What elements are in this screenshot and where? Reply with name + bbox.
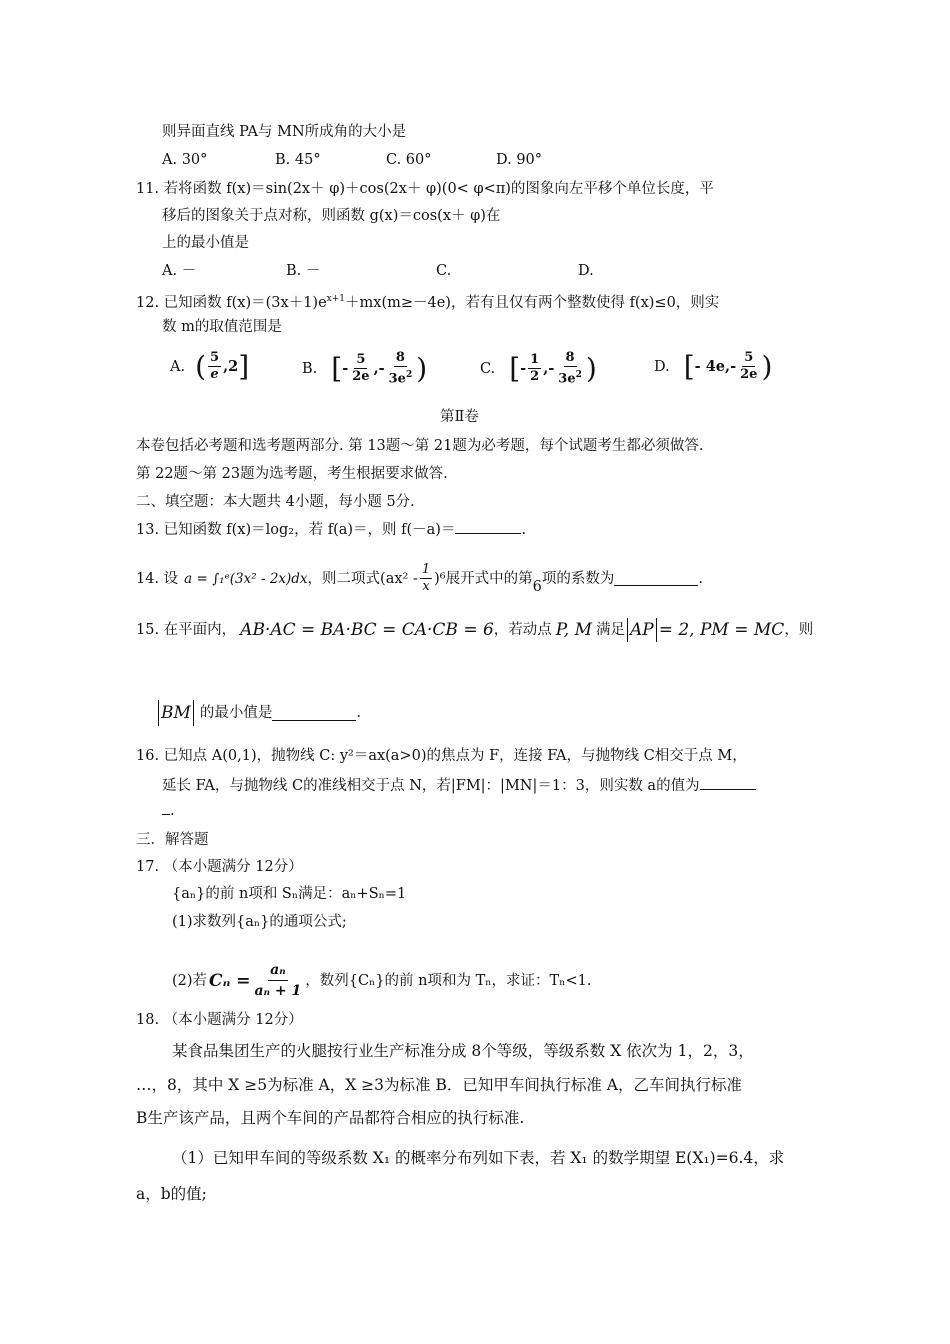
- q12-exponent: x+1: [326, 294, 346, 304]
- q11-option-a: A. －: [162, 263, 197, 279]
- q12-option-c-label: C.: [480, 360, 496, 377]
- q18-line3: B生产该产品，且两个车间的产品都符合相应的执行标准.: [136, 1109, 525, 1127]
- q17-line1: {aₙ}的前 n项和 Sₙ满足：aₙ+Sₙ=1: [172, 886, 407, 902]
- q15-mid2: 满足: [596, 622, 625, 638]
- q12-option-d-label: D.: [654, 358, 670, 375]
- q14-pow: )⁶: [434, 570, 446, 587]
- q12-option-b-label: B.: [302, 360, 318, 377]
- q11-option-c: C.: [436, 263, 452, 279]
- q17-line2: (1)求数列{aₙ}的通项公式;: [172, 914, 347, 930]
- q14-post: 项的系数为: [541, 570, 615, 587]
- q11-line2: 移后的图象关于点对称，则函数 g(x)＝cos(x＋ φ)在: [162, 208, 501, 224]
- q14-answer-blank: [614, 571, 698, 586]
- q10-tail-text: 则异面直线 PA与 MN所成角的大小是: [162, 124, 407, 140]
- q16-line2-text: 延长 FA，与抛物线 C的准线相交于点 N，若|FM|：|MN|＝1：3，则实数 a的值为: [162, 778, 700, 794]
- q14-mid: ，则二项式(ax² -: [307, 570, 418, 587]
- q10-option-b: B. 45°: [275, 152, 321, 168]
- q18-line5: a，b的值;: [136, 1185, 207, 1203]
- q14-line: [136, 562, 703, 595]
- q17-head: 17. （本小题满分 12分）: [136, 859, 303, 875]
- q12-option-c: C. [ - $\frac{1}{2}$ ,- $\frac{8}{3e^2}$ ): [480, 350, 597, 387]
- q15-formula: AB·AC = BA·BC = CA·CB = 6: [240, 620, 494, 640]
- q12-line1-head: 12. 已知函数 f(x)＝(3x＋1)e: [136, 294, 327, 311]
- q12-option-c-fraction2: $\frac{8}{3e^2}$: [558, 350, 582, 387]
- q16-line3: [162, 800, 175, 821]
- part2-title: 第Ⅱ卷: [440, 409, 479, 425]
- q15-points: P, M: [555, 620, 592, 640]
- q14-pre: 14. 设: [136, 570, 179, 587]
- q11-line3: 上的最小值是: [162, 235, 249, 251]
- q13-answer-blank: [455, 519, 521, 534]
- q14-fraction: $\frac{1}{x}$: [421, 562, 431, 594]
- q16-line2: [162, 775, 756, 796]
- q14-integral: a = ∫₁ᵉ(3x² - 2x)dx: [184, 570, 308, 587]
- q12-option-d: D. [ - 4e,- $\frac{5}{2e}$ ): [654, 349, 773, 383]
- q16-answer-blank: [700, 775, 756, 790]
- q15-cond-vector: AP: [630, 620, 654, 640]
- q10-option-a: A. 30°: [162, 152, 208, 168]
- q10-option-c: C. 60°: [386, 152, 432, 168]
- q12-option-a-tail: ,2: [223, 358, 239, 375]
- q17-line3: [172, 960, 591, 1001]
- q15-line2: [156, 700, 361, 726]
- q14-mid2: 展开式中的第: [445, 570, 533, 587]
- q15-end: ，则: [784, 622, 814, 638]
- q12-option-a-label: A.: [170, 358, 186, 375]
- q17-cn: Cₙ =: [209, 970, 251, 991]
- q15-bm-vector: BM: [161, 703, 191, 723]
- intro-line1: 本卷包括必考题和选考题两部分. 第 13题～第 21题为必考题，每个试题考生都必须做答.: [136, 438, 704, 454]
- q12-line1-tail: ＋mx(m≥－4e)，若有且仅有两个整数使得 f(x)≤0，则实: [345, 294, 720, 311]
- q17-line3-post: ，数列{Cₙ}的前 n项和为 Tₙ，求证：Tₙ<1.: [305, 972, 592, 989]
- q15-line2-end: .: [356, 705, 362, 721]
- q15-cond-tail: = 2, PM = MC: [658, 620, 785, 640]
- q18-line1: 某食品集团生产的火腿按行业生产标准分成 8个等级，等级系数 X 依次为 1，2，3，: [172, 1042, 754, 1060]
- q15-mid: ，若动点: [493, 622, 552, 638]
- q15-answer-blank: [272, 706, 356, 721]
- q18-line4: （1）已知甲车间的等级系数 X₁ 的概率分布列如下表，若 X₁ 的数学期望 E(X₁)=6.4，求: [172, 1149, 785, 1167]
- q13-line: [136, 519, 526, 540]
- q12-line1: [136, 289, 719, 313]
- q13-end: .: [521, 522, 527, 538]
- q17-line3-pre: (2)若: [172, 972, 208, 989]
- q13-text: 13. 已知函数 f(x)＝log₂，若 f(a)＝，则 f(－a)＝: [136, 522, 456, 538]
- q12-option-a: A. ( $\frac{5}{e}$ ,2 ]: [170, 349, 250, 383]
- q17-fraction: $\frac{\text{aₙ}}{\text{aₙ + 1}}$: [254, 962, 302, 999]
- q12-option-b: B. [ - $\frac{5}{2e}$ ,- $\frac{8}{3e^2}$ ): [302, 350, 428, 387]
- q12-option-a-fraction: $\frac{5}{e}$: [210, 350, 220, 382]
- q12-option-d-head: - 4e,-: [694, 358, 737, 375]
- q12-option-d-fraction: $\frac{5}{2e}$: [740, 350, 758, 382]
- q11-option-d: D.: [578, 263, 594, 279]
- q14-end: .: [698, 570, 703, 587]
- q12-option-c-fraction1: $\frac{1}{2}$: [530, 352, 540, 385]
- q15-line1: [136, 618, 813, 642]
- q11-option-b: B. －: [286, 263, 321, 279]
- q12-line2: 数 m的取值范围是: [162, 319, 282, 335]
- q12-option-b-fraction1: $\frac{5}{2e}$: [352, 352, 370, 385]
- q18-line2: …，8，其中 X ≥5为标准 A，X ≥3为标准 B．已知甲车间执行标准 A，乙车间执行标准: [136, 1076, 742, 1094]
- q15-line2-text: 的最小值是: [199, 705, 273, 721]
- section2-heading: 二、填空题：本大题共 4小题，每小题 5分.: [136, 494, 415, 510]
- q10-option-d: D. 90°: [496, 152, 543, 168]
- q14-term: 6: [532, 578, 542, 595]
- intro-line2: 第 22题～第 23题为选考题，考生根据要求做答.: [136, 466, 448, 482]
- q15-pre: 15. 在平面内，: [136, 622, 237, 638]
- q12-option-b-fraction2: $\frac{8}{3e^2}$: [388, 350, 413, 387]
- section3-heading: 三．解答题: [136, 832, 209, 848]
- q11-line1: 11. 若将函数 f(x)＝sin(2x＋ φ)＋cos(2x＋ φ)(0< φ<π)的图象向左平移个单位长度，平: [136, 181, 714, 197]
- q16-end: .: [170, 803, 175, 819]
- q18-head: 18. （本小题满分 12分）: [136, 1012, 303, 1028]
- q16-line1: 16. 已知点 A(0,1)，抛物线 C: y²＝ax(a>0)的焦点为 F，连接 FA，与抛物线 C相交于点 M，: [136, 748, 747, 764]
